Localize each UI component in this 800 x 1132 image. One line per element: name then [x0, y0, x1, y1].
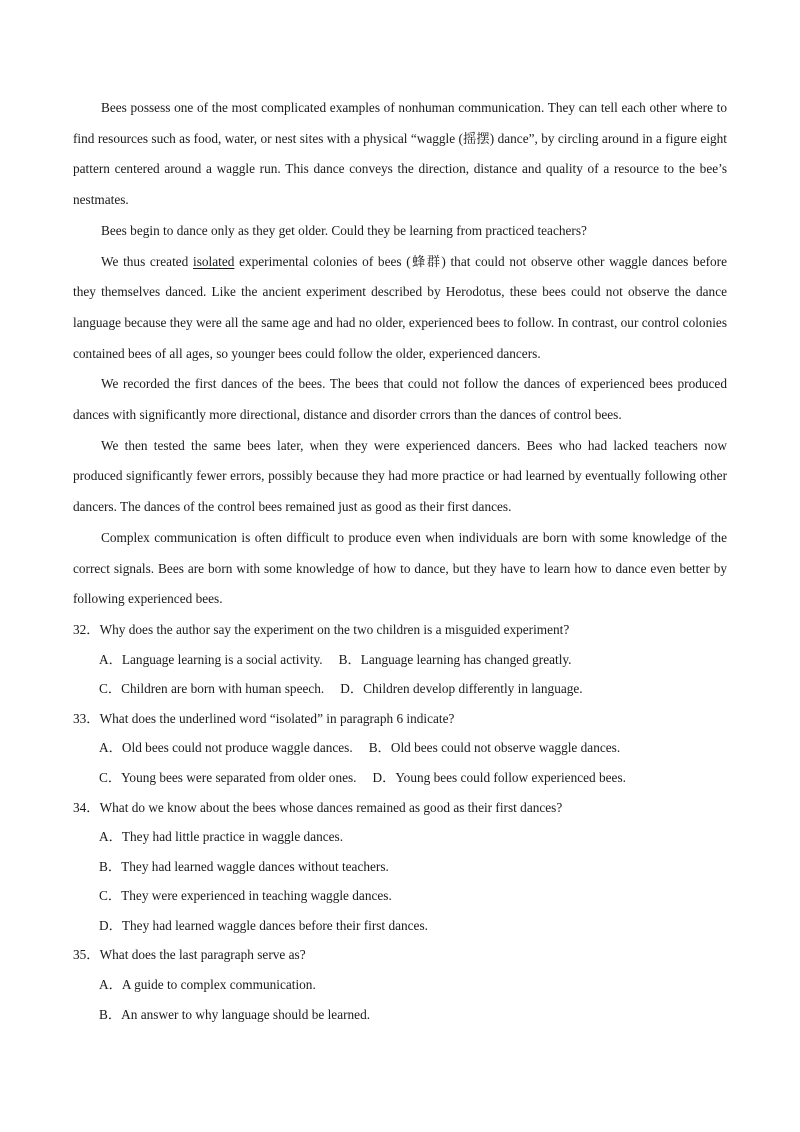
question-35-option-a[interactable]: A．A guide to complex communication.	[99, 977, 316, 993]
question-32-option-a[interactable]: A．Language learning is a social activity.	[99, 651, 323, 667]
question-32-options-row-2	[99, 674, 727, 704]
question-33-options-row-1	[99, 733, 727, 763]
document-page	[73, 93, 727, 1029]
question-33-option-a[interactable]: A．Old bees could not produce waggle dances.	[99, 740, 353, 756]
paragraph-3	[73, 247, 727, 370]
question-34-option-c[interactable]: C．They were experienced in teaching waggle dances.	[99, 888, 392, 904]
question-35-stem: 35．What does the last paragraph serve as?	[73, 947, 306, 963]
paragraph-3-rest: experimental colonies of bees (蜂群) that could not observe other waggle dances before they themselves danced. Like the ancient experiment described by Herodotus, these bees could not observe the dance language because they were all the same age and had no older, experienced bees to follow. In contrast, our control colonies contained bees of all ages, so younger bees could follow the older, experienced dancers.	[73, 253, 728, 361]
paragraph-2: Bees begin to dance only as they get older. Could they be learning from practiced teachers?	[101, 222, 587, 238]
question-34-option-a[interactable]: A．They had little practice in waggle dances.	[99, 829, 344, 845]
question-33-option-c[interactable]: C．Young bees were separated from older ones.	[99, 769, 357, 785]
question-32-stem: 32．Why does the author say the experiment on the two children is a misguided experiment?	[73, 621, 570, 637]
paragraph-5: We then tested the same bees later, when they were experienced dancers. Bees who had lacked teachers now produced significantly fewer errors, possibly because they had more practice or had learned by eventually following other dancers. The dances of the control bees remained just as good as their first dances.	[73, 437, 727, 515]
question-33-option-d[interactable]: D．Young bees could follow experienced bees.	[372, 769, 626, 785]
question-34-option-d[interactable]: D．They had learned waggle dances before their first dances.	[99, 917, 428, 933]
question-33-option-b[interactable]: B．Old bees could not observe waggle dances.	[368, 740, 621, 756]
question-32	[73, 615, 727, 704]
paragraph-4: We recorded the first dances of the bees. The bees that could not follow the dances of experienced bees produced dances with significantly more directional, distance and disorder crrors than the dances of control bees.	[73, 376, 727, 423]
question-33-stem: 33．What does the underlined word “isolated” in paragraph 6 indicate?	[73, 710, 455, 726]
question-32-option-d[interactable]: D．Children develop differently in language.	[340, 681, 583, 697]
paragraph-1: Bees possess one of the most complicated examples of nonhuman communication. They can tell each other where to find resources such as food, water, or nest sites with a physical “waggle (摇摆) dance”, by circling around in a figure eight pattern centered around a waggle run. This dance conveys the direction, distance and quality of a resource to the bee’s nestmates.	[73, 100, 727, 208]
question-32-option-b[interactable]: B．Language learning has changed greatly.	[338, 651, 572, 667]
question-34	[73, 793, 727, 941]
underlined-word-isolated: isolated	[193, 253, 235, 269]
question-34-stem: 34．What do we know about the bees whose dances remained as good as their first dances?	[73, 799, 563, 815]
question-35	[73, 940, 727, 1029]
question-33-options-row-2	[99, 763, 727, 793]
question-32-options-row-1	[99, 645, 727, 675]
paragraph-3-start: We thus created	[101, 253, 194, 269]
paragraph-6: Complex communication is often difficult to produce even when individuals are born with some knowledge of the correct signals. Bees are born with some knowledge of how to dance, but they have to learn how to dance even better by following experienced bees.	[73, 529, 727, 607]
question-32-option-c[interactable]: C．Children are born with human speech.	[99, 681, 325, 697]
question-34-option-b[interactable]: B．They had learned waggle dances without teachers.	[99, 858, 389, 874]
question-35-option-b[interactable]: B．An answer to why language should be learned.	[99, 1006, 371, 1022]
question-33	[73, 704, 727, 793]
